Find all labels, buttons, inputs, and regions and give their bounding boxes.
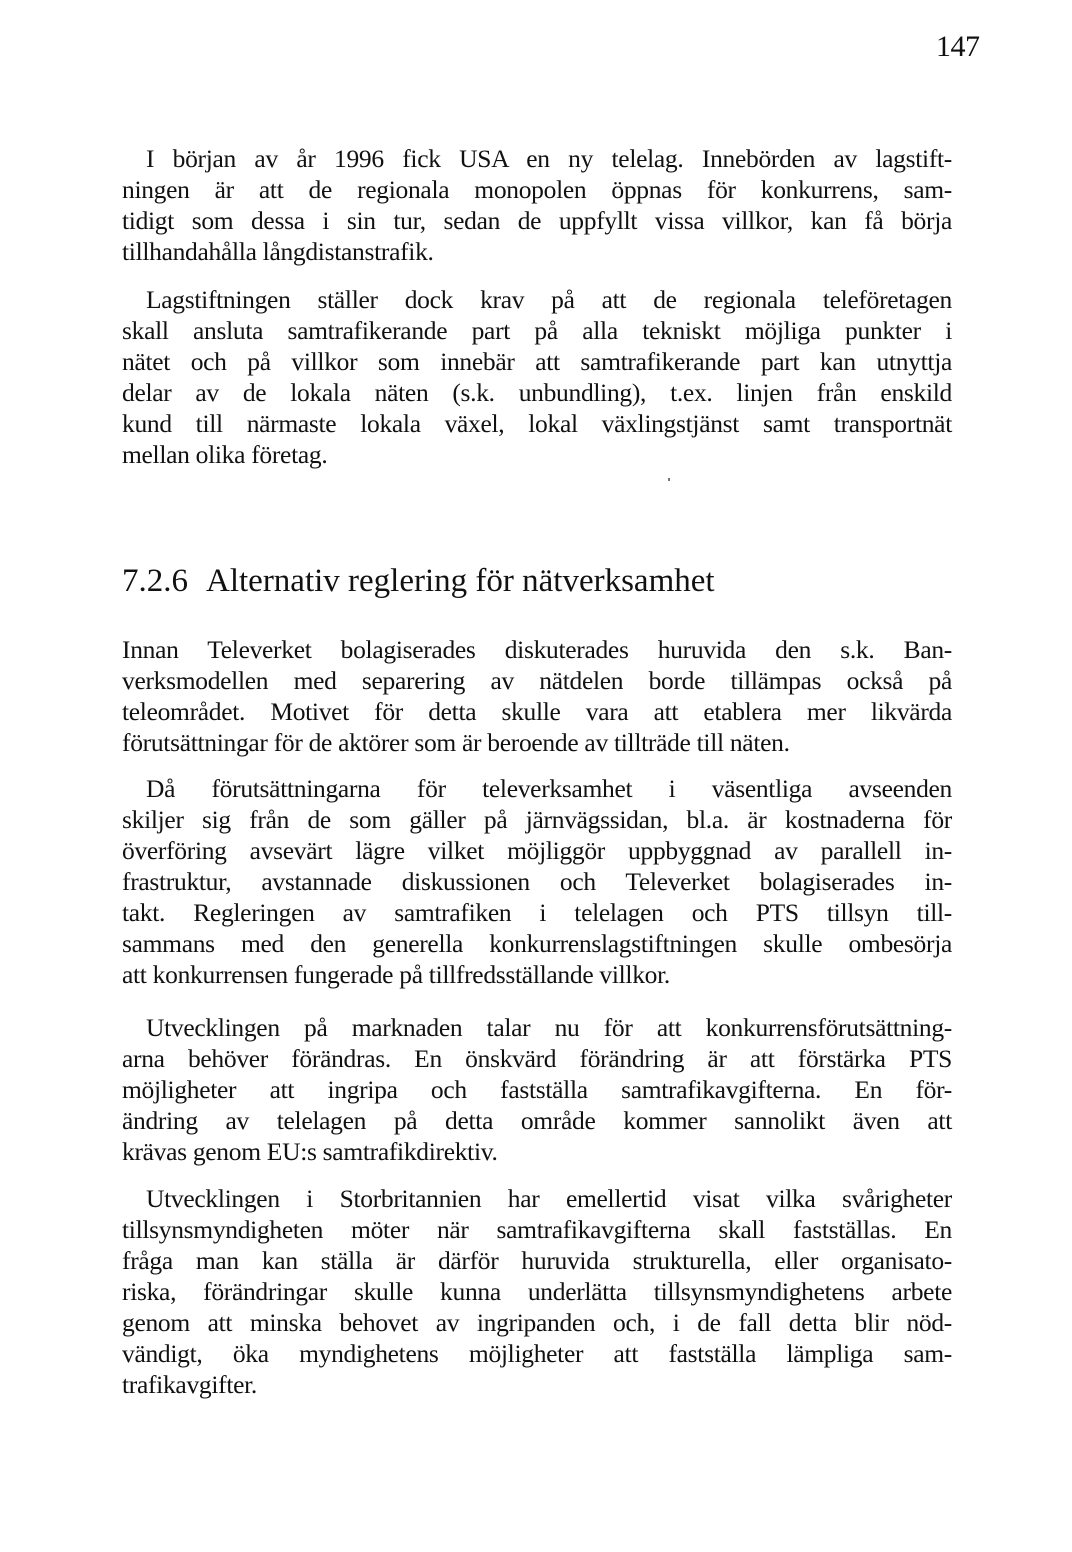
paragraph [122,143,952,267]
text-line: tidigt som dessa i sin tur, sedan de uppfyllt vissa villkor, kan få börja [122,206,952,235]
paragraph [122,634,952,758]
text-line: arna behöver förändras. En önskvärd förändring är att förstärka PTS [122,1044,952,1073]
text-line: trafikavgifter. [122,1370,257,1399]
text-line: ningen är att de regionala monopolen öppnas för konkurrens, sam- [122,175,952,204]
text-line: riska, förändringar skulle kunna underlätta tillsynsmyndighetens arbete [122,1277,952,1306]
paragraph [122,284,952,470]
text-line: Utvecklingen i Storbritannien har emellertid visat vilka svårigheter [146,1184,952,1213]
text-line: verksmodellen med separering av nätdelen borde tillämpas också på [122,666,952,695]
text-line: teleområdet. Motivet för detta skulle vara att etablera mer likvärda [122,697,952,726]
text-line: krävas genom EU:s samtrafikdirektiv. [122,1137,498,1166]
text-line: fråga man kan ställa är därför huruvida strukturella, eller organisato- [122,1246,952,1275]
section-title: Alternativ reglering för nätverksamhet [206,563,715,599]
text-line: I början av år 1996 fick USA en ny telelag. Innebörden av lagstift- [146,144,952,173]
text-line: Utvecklingen på marknaden talar nu för att konkurrensförutsättning- [146,1013,952,1042]
text-line: skall ansluta samtrafikerande part på alla tekniskt möjliga punkter i [122,316,952,345]
text-line: vändigt, öka myndighetens möjligheter att fastställa lämpliga sam- [122,1339,952,1368]
text-line: delar av de lokala näten (s.k. unbundling), t.ex. linjen från enskild [122,378,952,407]
text-line: takt. Regleringen av samtrafiken i telelagen och PTS tillsyn till- [122,898,952,927]
page-number: 147 [936,30,980,63]
section-number: 7.2.6 [122,563,188,599]
text-line: tillsynsmyndigheten möter när samtrafikavgifterna skall fastställas. En [122,1215,952,1244]
text-line: frastruktur, avstannade diskussionen och Televerket bolagiserades in- [122,867,952,896]
text-line: ändring av telelagen på detta område kommer sannolikt även att [122,1106,952,1135]
text-line: Innan Televerket bolagiserades diskuterades huruvida den s.k. Ban- [122,635,952,664]
text-line: skiljer sig från de som gäller på järnvägssidan, bl.a. är kostnaderna för [122,805,952,834]
text-line: mellan olika företag. [122,440,328,469]
text-line: överföring avsevärt lägre vilket möjliggör uppbyggnad av parallell in- [122,836,952,865]
text-line: Lagstiftningen ställer dock krav på att de regionala teleföretagen [146,285,952,314]
paragraph [122,1012,952,1167]
text-line: kund till närmaste lokala växel, lokal växlingstjänst samt transportnät [122,409,952,438]
text-line: tillhandahålla långdistanstrafik. [122,237,434,266]
text-line: förutsättningar för de aktörer som är beroende av tillträde till näten. [122,728,790,757]
text-line: sammans med den generella konkurrenslagstiftningen skulle ombesörja [122,929,952,958]
text-line: möjligheter att ingripa och fastställa samtrafikavgifterna. En för- [122,1075,952,1104]
text-line: genom att minska behovet av ingripanden och, i de fall detta blir nöd- [122,1308,952,1337]
section-heading [122,563,715,600]
text-line: att konkurrensen fungerade på tillfredsställande villkor. [122,960,670,989]
scan-speck [668,478,670,481]
text-line: Då förutsättningarna för televerksamhet i väsentliga avseenden [146,774,952,803]
paragraph [122,1183,952,1400]
paragraph [122,773,952,990]
text-line: nätet och på villkor som innebär att samtrafikerande part kan utnyttja [122,347,952,376]
